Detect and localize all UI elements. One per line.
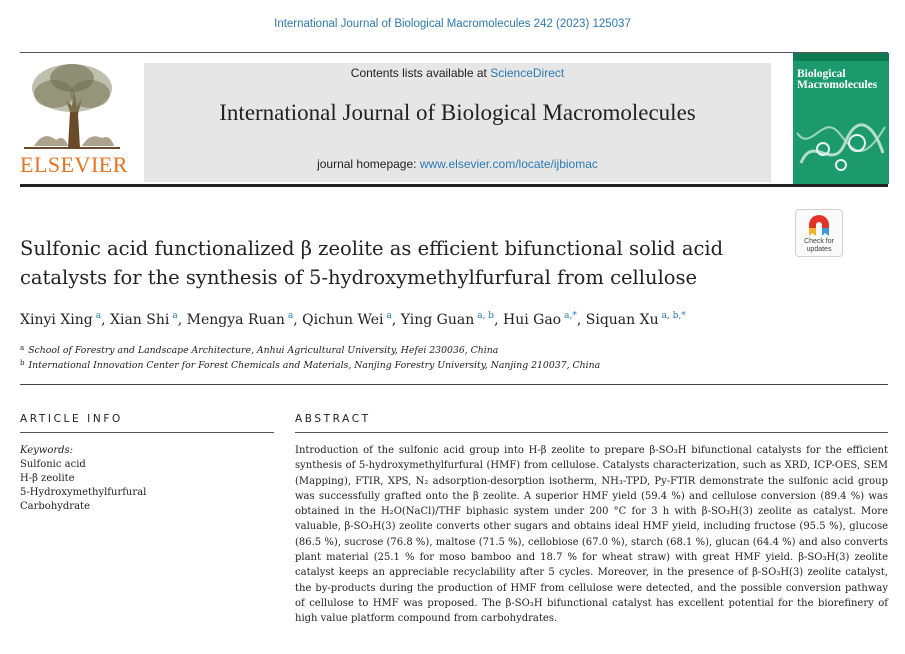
- journal-title: International Journal of Biological Macromolecules: [219, 100, 696, 125]
- keywords-label: Keywords:: [20, 445, 74, 456]
- article-info-rule: [20, 432, 274, 433]
- article-title: [20, 234, 780, 292]
- affiliation-text: School of Forestry and Landscape Architecture, Anhui Agricultural University, Hefei 230036, China: [28, 345, 499, 356]
- author-affiliation-link[interactable]: a,*: [564, 311, 577, 321]
- affiliation-mark: a: [20, 344, 25, 352]
- author-affiliation-link[interactable]: a: [95, 311, 102, 321]
- journal-masthead: [144, 63, 771, 182]
- article-title-line-1: Sulfonic acid functionalized β zeolite as efficient bifunctional solid acid: [20, 237, 724, 260]
- author[interactable]: Ying Guan: [400, 312, 475, 328]
- journal-homepage-link[interactable]: www.elsevier.com/locate/ijbiomac: [419, 157, 598, 171]
- keyword[interactable]: 5-Hydroxymethylfurfural: [20, 487, 147, 498]
- crossmark-icon: [808, 214, 830, 238]
- contents-line: [144, 66, 771, 80]
- check-updates-label-2: updates: [806, 246, 832, 253]
- keyword[interactable]: Carbohydrate: [20, 501, 90, 512]
- journal-cover-thumbnail[interactable]: [793, 53, 889, 184]
- article-title-line-2: catalysts for the synthesis of 5-hydroxymethylfurfural from cellulose: [20, 266, 698, 289]
- check-updates-label-1: Check for: [804, 238, 834, 245]
- author-separator: ,: [494, 312, 503, 328]
- elsevier-tree-icon: [24, 60, 120, 150]
- author[interactable]: Qichun Wei: [302, 312, 384, 328]
- author-affiliation-link[interactable]: a: [287, 311, 294, 321]
- sciencedirect-link[interactable]: ScienceDirect: [490, 66, 565, 80]
- journal-citation[interactable]: International Journal of Biological Macromolecules 242 (2023) 125037: [274, 18, 631, 30]
- author-separator: ,: [293, 312, 303, 328]
- keyword[interactable]: H-β zeolite: [20, 473, 75, 484]
- author-affiliation-link[interactable]: a: [386, 311, 392, 321]
- article-info-heading: ARTICLE INFO: [20, 413, 123, 425]
- author-affiliation-link[interactable]: a, b,*: [661, 311, 686, 321]
- author-separator: ,: [576, 312, 586, 328]
- author[interactable]: Siquan Xu: [585, 312, 659, 328]
- abstract-rule: [295, 432, 888, 433]
- author[interactable]: Xinyi Xing: [20, 312, 93, 328]
- author-separator: ,: [101, 312, 111, 328]
- header-divider: [20, 52, 888, 53]
- cover-title: Biological Macromolecules: [797, 68, 878, 91]
- author-affiliation-link[interactable]: a: [172, 311, 178, 321]
- elsevier-logo[interactable]: [20, 60, 128, 178]
- homepage-prefix: journal homepage:: [317, 157, 420, 171]
- contents-prefix: Contents lists available at: [350, 66, 491, 80]
- author-separator: ,: [177, 312, 187, 328]
- author-list: [20, 311, 880, 328]
- affiliation-mark: b: [20, 359, 25, 367]
- affiliation-a: [20, 344, 880, 356]
- abstract-text: Introduction of the sulfonic acid group into H-β zeolite to prepare β-SO₃H bifunctional catalysts for the efficient synthesis of 5-hydroxymethylfurfural (HMF) from cellulose. Catalysts characterization, such as XRD, ICP-OES, SEM (Mapping), FTIR, XPS, N₂ adsorption-desorption isotherm, NH₃-TPD, Py-FTIR demonstrate the sulfonic acid group was successfully grafted onto the β zeolite. A superior HMF yield (59.4 %) and cellulose conversion (89.4 %) was obtained in the H₂O(NaCl)/THF biphasic system under 200 °C for 3 h with β-SO₃H(3) zeolite as catalyst. More valuable, β-SO₃H(3) zeolite converts other sugars and obtains ideal HMF yield, including fructose (95.5 %), glucose (86.5 %), sucrose (76.8 %), maltose (71.5 %), cellobiose (67.0 %), starch (68.1 %), glucan (64.4 %) and also converts plant material (25.1 % for moso bamboo and 18.7 % for wheat straw) with great HMF yield. β-SO₃H(3) zeolite catalyst keeps an appreciable recyclability after 5 cycles. Moreover, in the presence of β-SO₃H(3) zeolite catalyst, the by-products during the production of HMF from cellulose were detected, and the possible conversion pathway of cellulose to HMF was proposed. The β-SO₃H bifunctional catalyst has excellent potential for the biorefinery of high value platform compound from carbohydrates.: [295, 445, 888, 625]
- affiliation-b: [20, 359, 880, 371]
- masthead-divider: [20, 184, 888, 187]
- affiliation-text: International Innovation Center for Forest Chemicals and Materials, Nanjing Forestry University, Nanjing 210037, China: [28, 360, 601, 371]
- elsevier-wordmark: ELSEVIER: [20, 152, 128, 177]
- abstract-heading: ABSTRACT: [295, 413, 371, 425]
- cover-band: [793, 53, 889, 61]
- author[interactable]: Xian Shi: [110, 312, 170, 328]
- homepage-line: [144, 157, 771, 171]
- author[interactable]: Hui Gao: [502, 312, 562, 328]
- author-separator: ,: [391, 312, 401, 328]
- section-divider: [20, 384, 888, 385]
- author-affiliation-link[interactable]: a, b: [477, 311, 495, 321]
- author[interactable]: Mengya Ruan: [186, 312, 285, 328]
- cover-molecule-art: [793, 103, 889, 184]
- check-for-updates-button[interactable]: [795, 209, 843, 257]
- keyword[interactable]: Sulfonic acid: [20, 459, 86, 470]
